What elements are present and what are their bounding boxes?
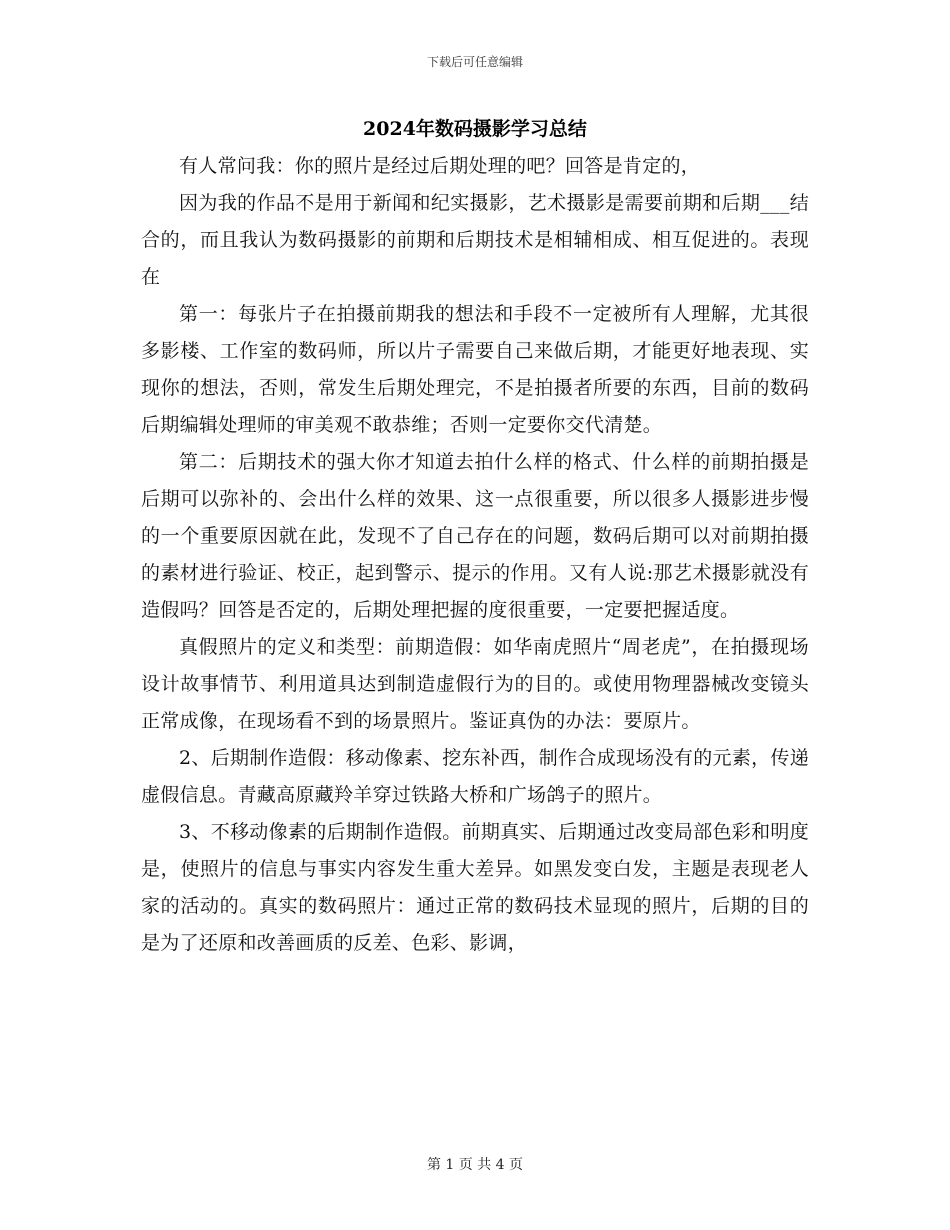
paragraph-5: 真假照片的定义和类型：前期造假：如华南虎照片“周老虎”，在拍摄现场设计故事情节、利用道具达到制造虚假行为的目的。或使用物理器械改变镜头正常成像，在现场看不到的场景照片。鉴证真伪的办法：要原片。 bbox=[141, 636, 809, 732]
paragraph-2: 因为我的作品不是用于新闻和纪实摄影，艺术摄影是需要前期和后期___结合的，而且我认为数码摄影的前期和后期技术是相辅相成、相互促进的。表现在 bbox=[141, 192, 809, 288]
document-body bbox=[141, 148, 809, 962]
document-title: 2024年数码摄影学习总结 bbox=[363, 118, 587, 140]
page-number-footer: 第 1 页 共 4 页 bbox=[426, 1157, 524, 1173]
paragraph-3: 第一：每张片子在拍摄前期我的想法和手段不一定被所有人理解，尤其很多影楼、工作室的数码师，所以片子需要自己来做后期，才能更好地表现、实现你的想法，否则，常发生后期处理完，不是拍摄者所要的东西，目前的数码后期编辑处理师的审美观不敢恭维；否则一定要你交代清楚。 bbox=[141, 303, 809, 436]
page-header-note: 下载后可任意编辑 bbox=[426, 55, 523, 69]
paragraph-6: 2、后期制作造假：移动像素、挖东补西，制作合成现场没有的元素，传递虚假信息。青藏高原藏羚羊穿过铁路大桥和广场鸽子的照片。 bbox=[141, 747, 809, 806]
paragraph-7: 3、不移动像素的后期制作造假。前期真实、后期通过改变局部色彩和明度是，使照片的信息与事实内容发生重大差异。如黑发变白发，主题是表现老人家的活动的。真实的数码照片：通过正常的数码技术显现的照片，后期的目的是为了还原和改善画质的反差、色彩、影调， bbox=[141, 821, 809, 954]
paragraph-1: 有人常问我：你的照片是经过后期处理的吧？回答是肯定的， bbox=[179, 155, 701, 177]
paragraph-4: 第二：后期技术的强大你才知道去拍什么样的格式、什么样的前期拍摄是后期可以弥补的、会出什么样的效果、这一点很重要，所以很多人摄影进步慢的一个重要原因就在此，发现不了自己存在的问题，数码后期可以对前期拍摄的素材进行验证、校正，起到警示、提示的作用。又有人说:那艺术摄影就没有造假吗？回答是否定的，后期处理把握的度很重要，一定要把握适度。 bbox=[141, 451, 809, 621]
